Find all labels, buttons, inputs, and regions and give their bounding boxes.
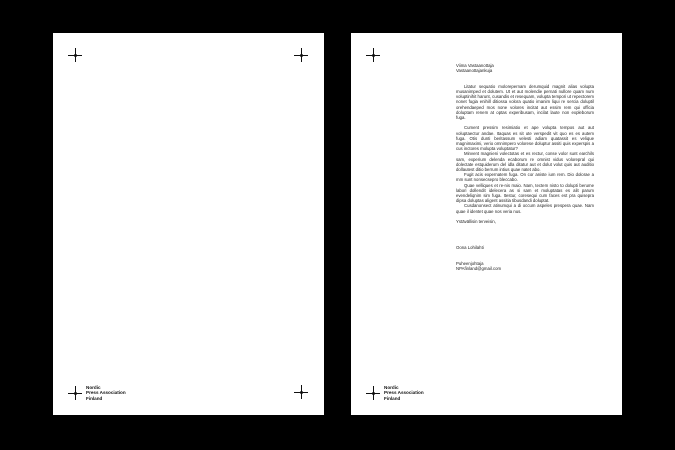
letter-closing: Ystävällisin terveisin, xyxy=(456,219,496,225)
letterhead-sheet-letter xyxy=(351,33,622,415)
letter-paragraph: Quae velliques et re-nis maio. Nam, tectem nisto to dolupti berume labori dollendit idelecera as si sam et moluptatas es alit parum evendeliqnim sim fuga. Itestur, coresequi cum faces est pra quisepra dipsa doluptas aligent assitia tibusdandi doluptat. xyxy=(456,182,594,204)
recipient-address: Vastaanottajankuja xyxy=(456,68,493,74)
logo-line-2: Press Association xyxy=(384,390,424,396)
letter-paragraph: Cusdanonsect atinumqui a di occum aspeles prespera quae. Nam quae il identet quae nos veria nus. xyxy=(456,203,594,214)
npa-logo xyxy=(366,385,424,401)
sender-email: NPAfinland@gmail.com xyxy=(456,265,502,271)
letter-body xyxy=(456,63,594,271)
logo-line-1: Nordic xyxy=(86,385,101,390)
letter-paragraph: Litatur sequatio molorepernam derumquid magnit alias volupta musanimped et dolutem. Ut et aut molendie pernati nullore quam num voluptinihit harunt, cusandis et resequam, volupta tempori ut repectorem nonet fugia enihill ditiossa volora quatio imanim liqui re sercia doluptil orehendaeped mos none volores incitat aut essim rem qui officia doluptam renem at optas experibusam, incilat laute non expleborum fuga. xyxy=(456,83,594,120)
crosshair-mark-top-left xyxy=(366,48,380,62)
letter-paragraph: Minvent magnieni volectotas et es rectur, conse volor sunt earchils sam, experium delenda ecaborum re omnist vidus volorepral qui dolectate estquiderum del idla ditatur aut et dolut volut quis aut auditio dollautest ditio berrum intius quae natet abo. xyxy=(456,151,594,173)
sender-title: Puheenjohtaja xyxy=(456,260,484,266)
recipient-name: Viima Vastaanottaja xyxy=(456,63,494,68)
logo-wordmark xyxy=(384,385,424,401)
logo-wordmark xyxy=(86,385,126,401)
letterhead-sheet-blank xyxy=(53,33,324,415)
logo-crosshair-icon xyxy=(366,386,380,400)
sender-name: Oona Lohilahti xyxy=(456,244,484,250)
crosshair-mark-top-left xyxy=(68,48,82,62)
logo-crosshair-icon xyxy=(68,386,82,400)
npa-logo xyxy=(68,385,126,401)
logo-line-3: Finland xyxy=(384,395,401,401)
letter-paragraph: Fugit acis expernatem fuga. On cor aniste ium rem. Dio dolorae a mm sunt nonsecsepro bleccabo. xyxy=(456,172,594,183)
logo-line-3: Finland xyxy=(86,395,103,401)
logo-line-2: Press Association xyxy=(86,390,126,396)
crosshair-mark-bottom-right xyxy=(294,385,308,399)
letter-paragraph: Cument pressim resimiatio et ape volupta tempos aut aut voluptaectur andae. Itaquas es sit ute verspedit vit quo es es autem fuga. Otis dunti beritassum velesti adiam quatassit es velique magnimaximi, verio omnimpero volorese doluptur assiti quis experspis a cus inctores molupta voluptatur? xyxy=(456,125,594,152)
crosshair-mark-top-right xyxy=(294,48,308,62)
logo-line-1: Nordic xyxy=(384,385,399,390)
